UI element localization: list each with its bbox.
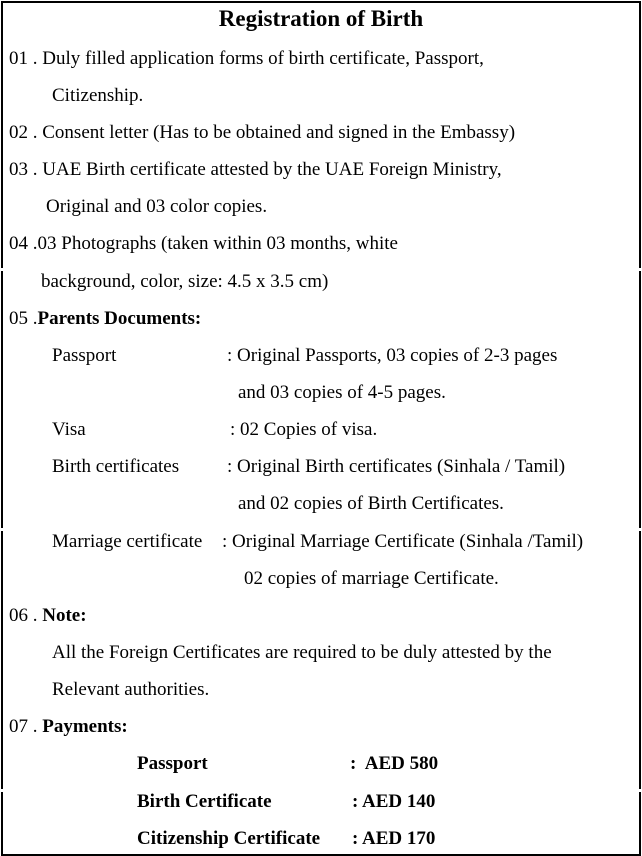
item-04-continued: background, color, size: 4.5 x 3.5 cm)	[41, 271, 329, 292]
item-number: 06 .	[9, 605, 43, 626]
doc-label: Visa	[52, 419, 86, 440]
item-number: 04 .	[9, 233, 38, 254]
item-number: 07 .	[9, 716, 43, 737]
doc-label: Passport	[52, 345, 117, 366]
item-07	[9, 716, 128, 738]
section-heading: Payments:	[42, 716, 128, 737]
border-break	[636, 789, 642, 792]
item-02	[9, 122, 515, 144]
doc-value-continued: 02 copies of marriage Certificate.	[244, 568, 499, 589]
border-break	[0, 789, 6, 792]
doc-label: Marriage certificate	[52, 531, 203, 552]
section-heading: Note:	[42, 605, 87, 626]
item-number: 01 .	[9, 48, 43, 69]
item-text: UAE Birth certificate attested by the UAE Foreign Ministry,	[42, 159, 502, 180]
item-01-continued: Citizenship.	[52, 85, 144, 106]
payment-label: Passport	[137, 753, 208, 774]
item-number: 05 .	[9, 308, 38, 329]
border-break	[0, 268, 6, 271]
doc-value: : Original Birth certificates (Sinhala / Tamil)	[227, 456, 566, 477]
payment-value: : AED 170	[352, 828, 436, 849]
payment-value: : AED 580	[350, 753, 439, 774]
section-heading: Parents Documents:	[37, 308, 202, 329]
item-03	[9, 159, 502, 181]
page-title: Registration of Birth	[218, 6, 424, 31]
item-06	[9, 605, 87, 627]
payment-label: Citizenship Certificate	[137, 828, 321, 849]
border-break	[0, 528, 6, 531]
doc-value-continued: and 02 copies of Birth Certificates.	[238, 493, 504, 514]
border-break	[636, 528, 642, 531]
item-05	[9, 308, 201, 330]
item-04	[9, 233, 398, 255]
item-number: 03 .	[9, 159, 43, 180]
item-text: 03 Photographs (taken within 03 months, white	[37, 233, 398, 254]
item-text: Duly filled application forms of birth certificate, Passport,	[42, 48, 484, 69]
note-text: All the Foreign Certificates are required to be duly attested by the	[52, 642, 552, 663]
doc-label: Birth certificates	[52, 456, 180, 477]
item-text: Consent letter (Has to be obtained and signed in the Embassy)	[42, 122, 516, 143]
item-number: 02 .	[9, 122, 43, 143]
border-break	[636, 268, 642, 271]
doc-value: : 02 Copies of visa.	[230, 419, 378, 440]
doc-value-continued: and 03 copies of 4-5 pages.	[238, 382, 446, 403]
note-text-continued: Relevant authorities.	[52, 679, 210, 700]
payment-label: Birth Certificate	[137, 791, 272, 812]
item-03-continued: Original and 03 color copies.	[46, 196, 268, 217]
item-01	[9, 48, 484, 70]
payment-value: : AED 140	[352, 791, 436, 812]
doc-value: : Original Marriage Certificate (Sinhala /Tamil)	[222, 531, 584, 552]
doc-value: : Original Passports, 03 copies of 2-3 pages	[227, 345, 558, 366]
